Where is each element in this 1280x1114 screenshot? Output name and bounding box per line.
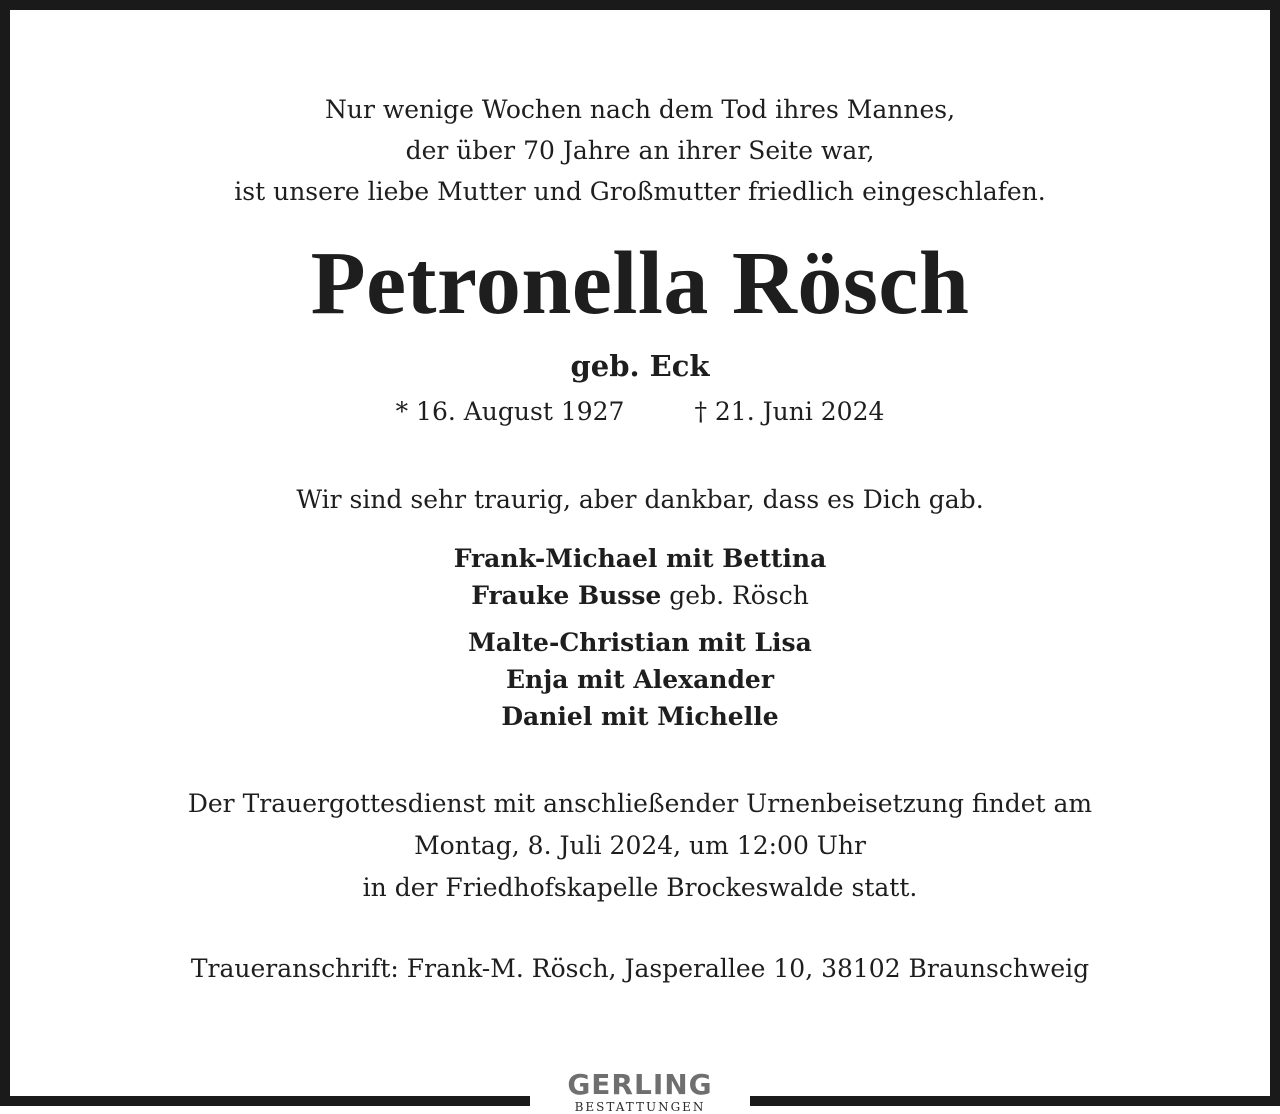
family-member: Enja mit Alexander	[505, 665, 775, 694]
grandchildren-list	[10, 624, 1270, 735]
birth-date: * 16. August 1927	[395, 397, 625, 426]
logo-name: GERLING	[567, 1068, 713, 1101]
intro-text	[10, 89, 1270, 212]
death-date: † 21. Juni 2024	[694, 397, 885, 426]
funeral-service-info	[10, 783, 1270, 909]
frame-left-border	[0, 0, 10, 1106]
life-dates	[10, 394, 1270, 430]
family-member-name: Frank-Michael mit Bettina	[453, 544, 827, 573]
intro-line: Nur wenige Wochen nach dem Tod ihres Mannes,	[324, 95, 956, 124]
family-member-suffix: geb. Rösch	[661, 581, 809, 610]
intro-line: der über 70 Jahre an ihrer Seite war,	[405, 136, 875, 165]
mourning-address: Traueranschrift: Frank-M. Rösch, Jasperallee 10, 38102 Braunschweig	[190, 954, 1090, 983]
frame-right-border	[1270, 0, 1280, 1106]
mourning-message: Wir sind sehr traurig, aber dankbar, dass es Dich gab.	[296, 485, 984, 514]
frame-bottom-border-left	[0, 1096, 530, 1106]
family-member-name: Frauke Busse	[471, 581, 662, 610]
family-member: Malte-Christian mit Lisa	[468, 628, 812, 657]
logo-subtitle: BESTATTUNGEN	[574, 1100, 706, 1114]
children-list	[10, 540, 1270, 614]
family-member	[10, 540, 1270, 577]
birth-name: geb. Eck	[570, 349, 710, 383]
obituary-notice	[10, 10, 1270, 987]
family-member: Daniel mit Michelle	[501, 702, 779, 731]
deceased-name: Petronella Rösch	[310, 234, 970, 333]
service-line: in der Friedhofskapelle Brockeswalde statt.	[362, 873, 918, 902]
service-line: Montag, 8. Juli 2024, um 12:00 Uhr	[414, 831, 866, 860]
family-member	[10, 577, 1270, 614]
intro-line: ist unsere liebe Mutter und Großmutter friedlich eingeschlafen.	[234, 177, 1046, 206]
service-line: Der Trauergottesdienst mit anschließender Urnenbeisetzung findet am	[187, 789, 1093, 818]
frame-top-border	[0, 0, 1280, 10]
frame-bottom-border-right	[750, 1096, 1280, 1106]
funeral-home-logo	[530, 1070, 750, 1114]
